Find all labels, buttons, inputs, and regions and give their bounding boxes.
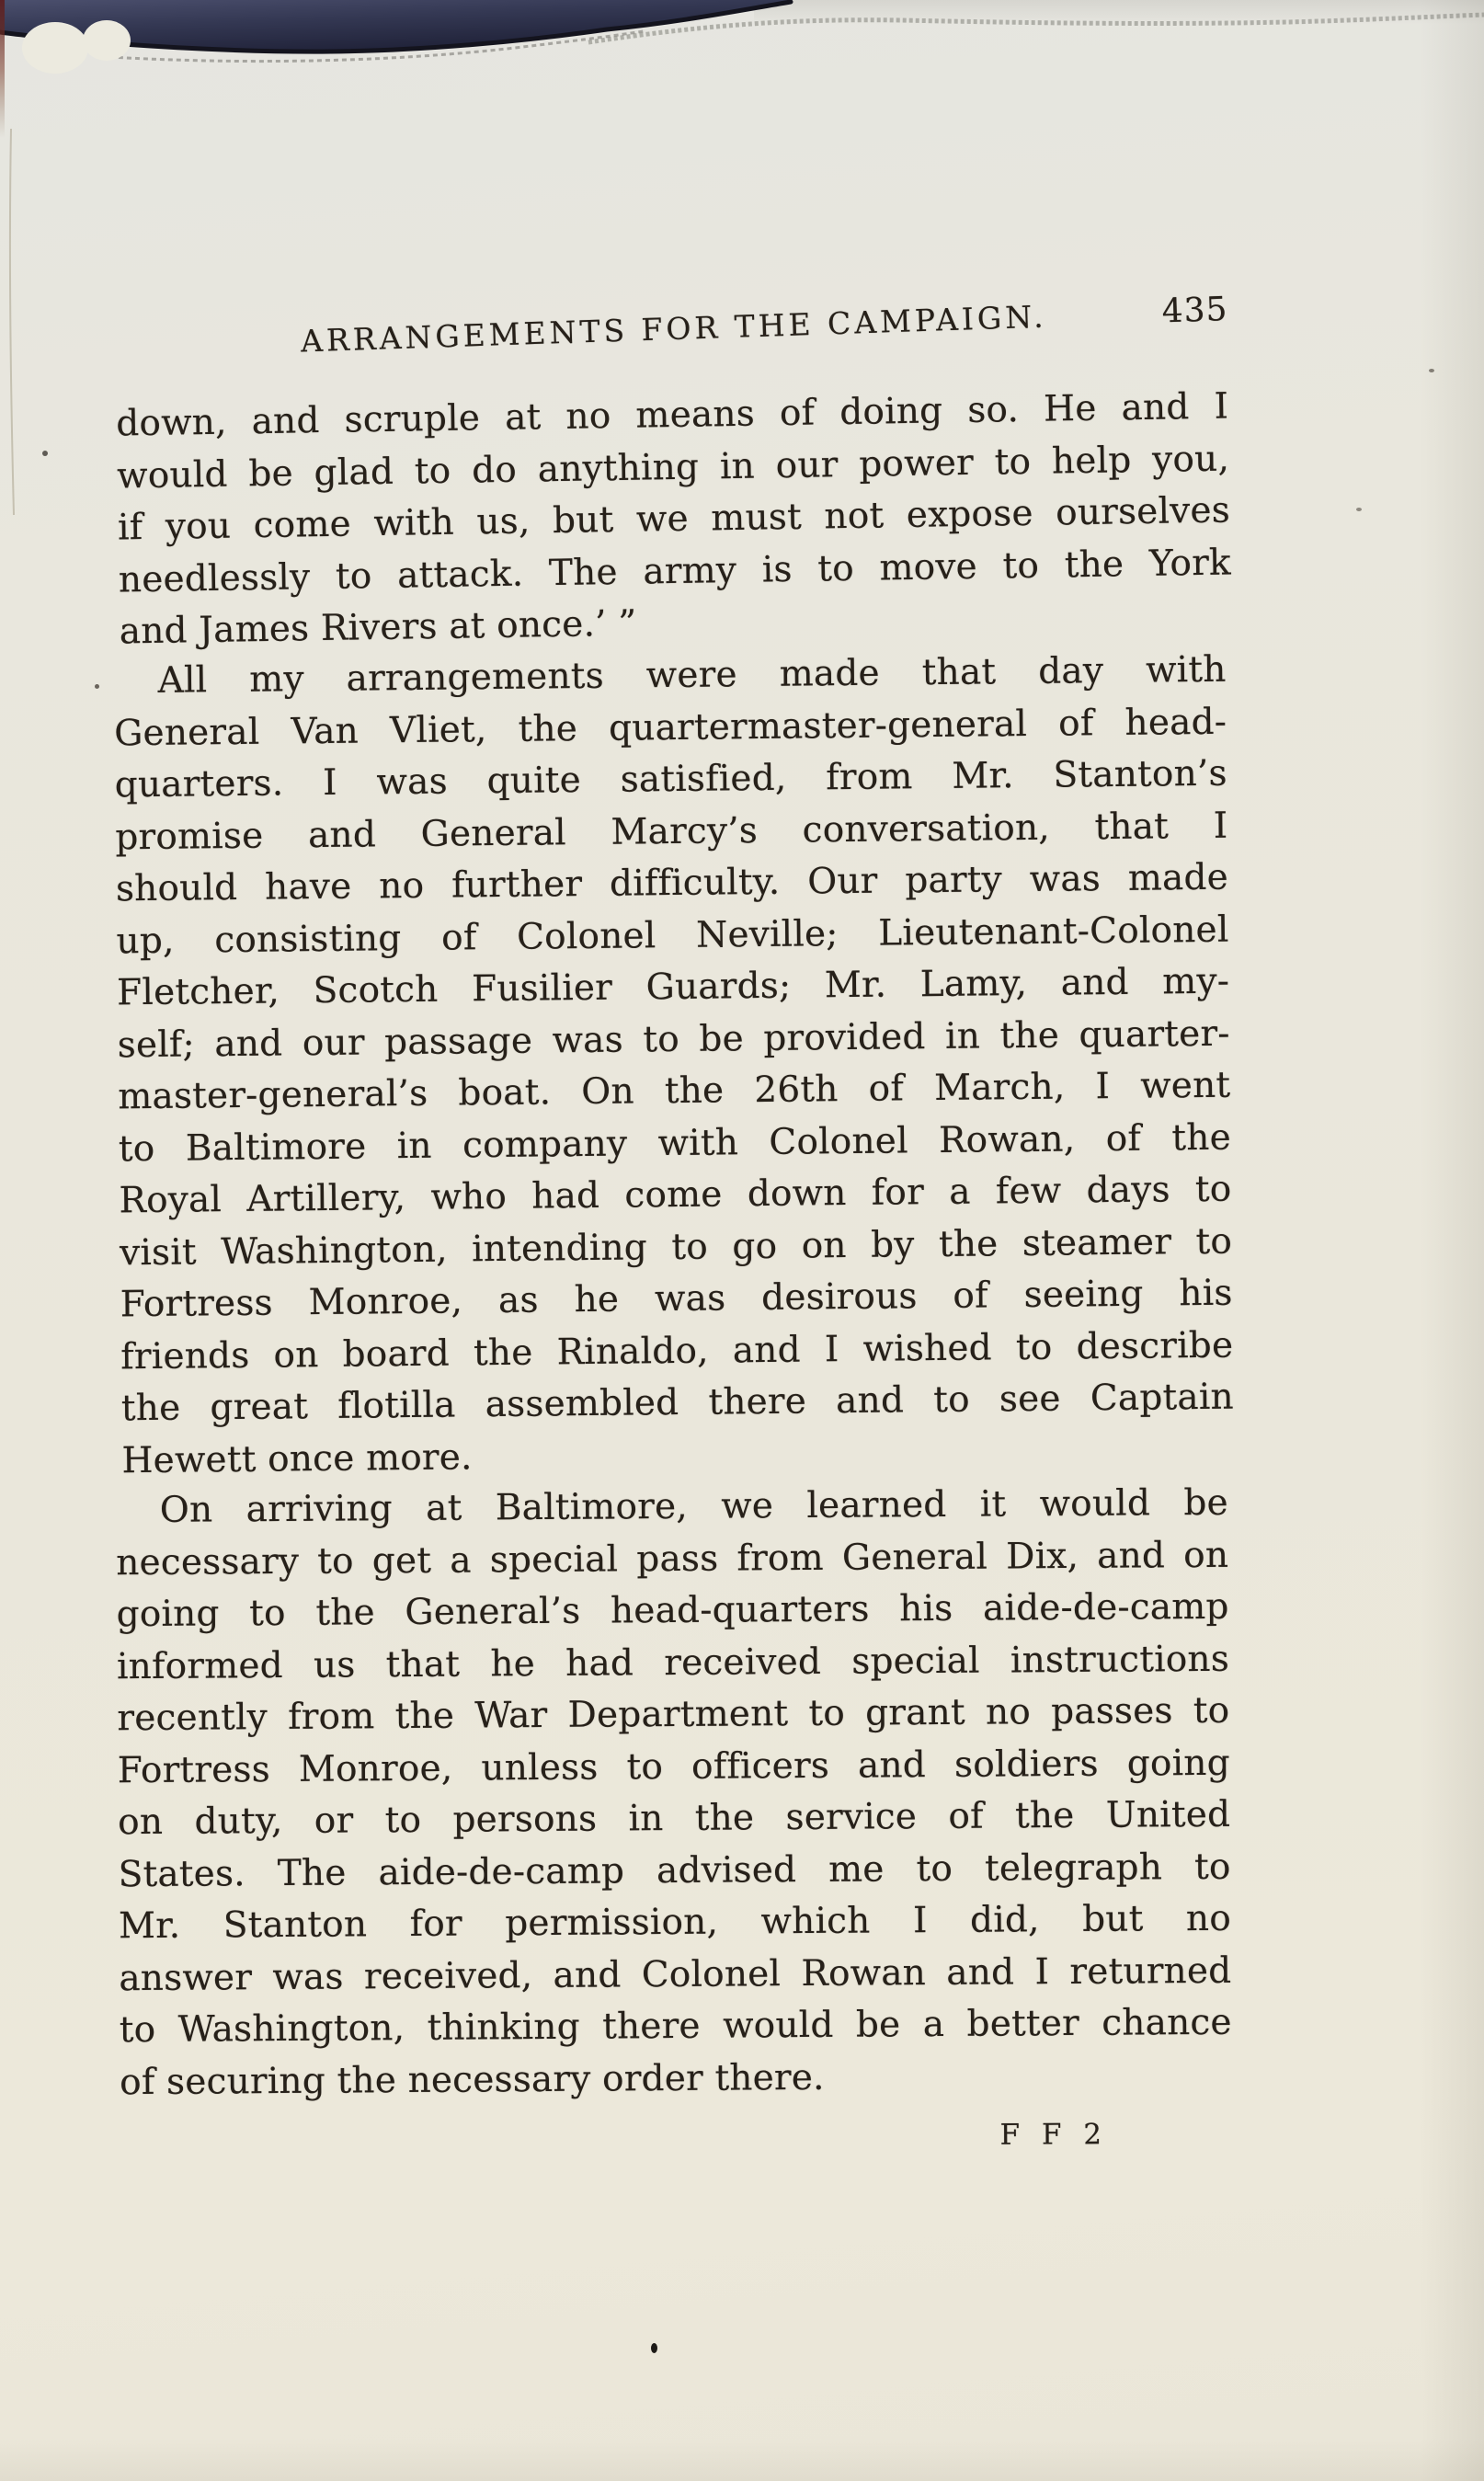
text-line: States. The aide-de-camp advised me to telegraph to (118, 1845, 1231, 1895)
ink-speck (95, 684, 99, 689)
text-line: down, and scruple at no means of doing so. He and I (115, 385, 1229, 445)
ink-speck (1356, 508, 1362, 511)
text-line: to Baltimore in company with Colonel Rowan, of the (118, 1115, 1232, 1170)
text-line: if you come with us, but we must not expose ourselves (117, 489, 1231, 549)
text-line: quarters. I was quite satisfied, from Mr. Stanton’s (114, 752, 1227, 806)
text-line: answer was received, and Colonel Rowan and I returned (119, 1949, 1232, 1999)
text-line: master-general’s boat. On the 26th of March, I went (118, 1064, 1231, 1117)
page-header (118, 292, 1231, 375)
bottom-edge-shadow (0, 2439, 1484, 2481)
text-line: visit Washington, intending to go on by the steamer to (119, 1219, 1233, 1274)
text-line: going to the General’s head-quarters his aide-de-camp (116, 1585, 1229, 1635)
right-edge-shadow (1420, 0, 1484, 2481)
text-line: self; and our passage was to be provided in the quarter- (117, 1012, 1230, 1066)
signature-line (118, 2118, 1108, 2156)
text-line: All my arrangements were made that day with (157, 648, 1227, 702)
paragraph (113, 644, 1234, 1487)
text-line: should have no further difficulty. Our party was made (115, 856, 1229, 909)
text-line: Fortress Monroe, unless to officers and soldiers going (117, 1741, 1230, 1791)
page-stack-edge-line (0, 129, 37, 515)
page-number: 435 (1161, 291, 1229, 331)
text-line: Mr. Stanton for permission, which I did, but no (118, 1897, 1232, 1947)
paragraph (116, 1477, 1233, 2108)
text-line: promise and General Marcy’s conversation, that I (115, 804, 1228, 858)
text-line: Fortress Monroe, as he was desirous of seeing his (120, 1272, 1233, 1325)
text-line: Hewett once more. (121, 1435, 473, 1481)
ink-speck (651, 2343, 657, 2353)
page-corner-blob (83, 20, 131, 61)
text-line: would be glad to do anything in our power to help you, (116, 438, 1230, 497)
page-text (113, 385, 1235, 2105)
spine-edge-strip (0, 0, 5, 138)
ink-speck (1429, 369, 1434, 372)
text-line: informed us that he had received special instructions (116, 1637, 1230, 1687)
text-line: to Washington, thinking there would be a better chance (119, 2001, 1232, 2051)
text-line: necessary to get a special pass from General Dix, and on (116, 1533, 1229, 1583)
text-line: General Van Vliet, the quartermaster-general of head- (113, 700, 1227, 754)
text-line: needlessly to attack. The army is to move to the York (118, 541, 1232, 600)
book-cover-edge (0, 0, 1484, 138)
text-line: and James Rivers at once.’ ” (119, 602, 637, 653)
running-title: ARRANGEMENTS FOR THE CAMPAIGN. (300, 298, 1048, 360)
text-line: Royal Artillery, who had come down for a few days to (119, 1168, 1232, 1221)
ink-speck (42, 451, 48, 456)
text-line: Fletcher, Scotch Fusilier Guards; Mr. Lamy, and my- (116, 960, 1230, 1013)
signature-mark: F F 2 (999, 2118, 1109, 2152)
paragraph (116, 382, 1232, 658)
text-line: of securing the necessary order there. (120, 2055, 825, 2103)
text-line: recently from the War Department to grant no passes to (117, 1689, 1230, 1739)
text-line: On arriving at Baltimore, we learned it would be (159, 1481, 1228, 1531)
text-line: up, consisting of Colonel Neville; Lieutenant-Colonel (116, 908, 1229, 962)
text-line: on duty, or to persons in the service of the United (118, 1793, 1231, 1843)
page-corner-blob (22, 22, 88, 74)
text-line: the great flotilla assembled there and to see Captain (120, 1376, 1235, 1429)
text-line: friends on board the Rinaldo, and I wished to describe (120, 1323, 1234, 1378)
